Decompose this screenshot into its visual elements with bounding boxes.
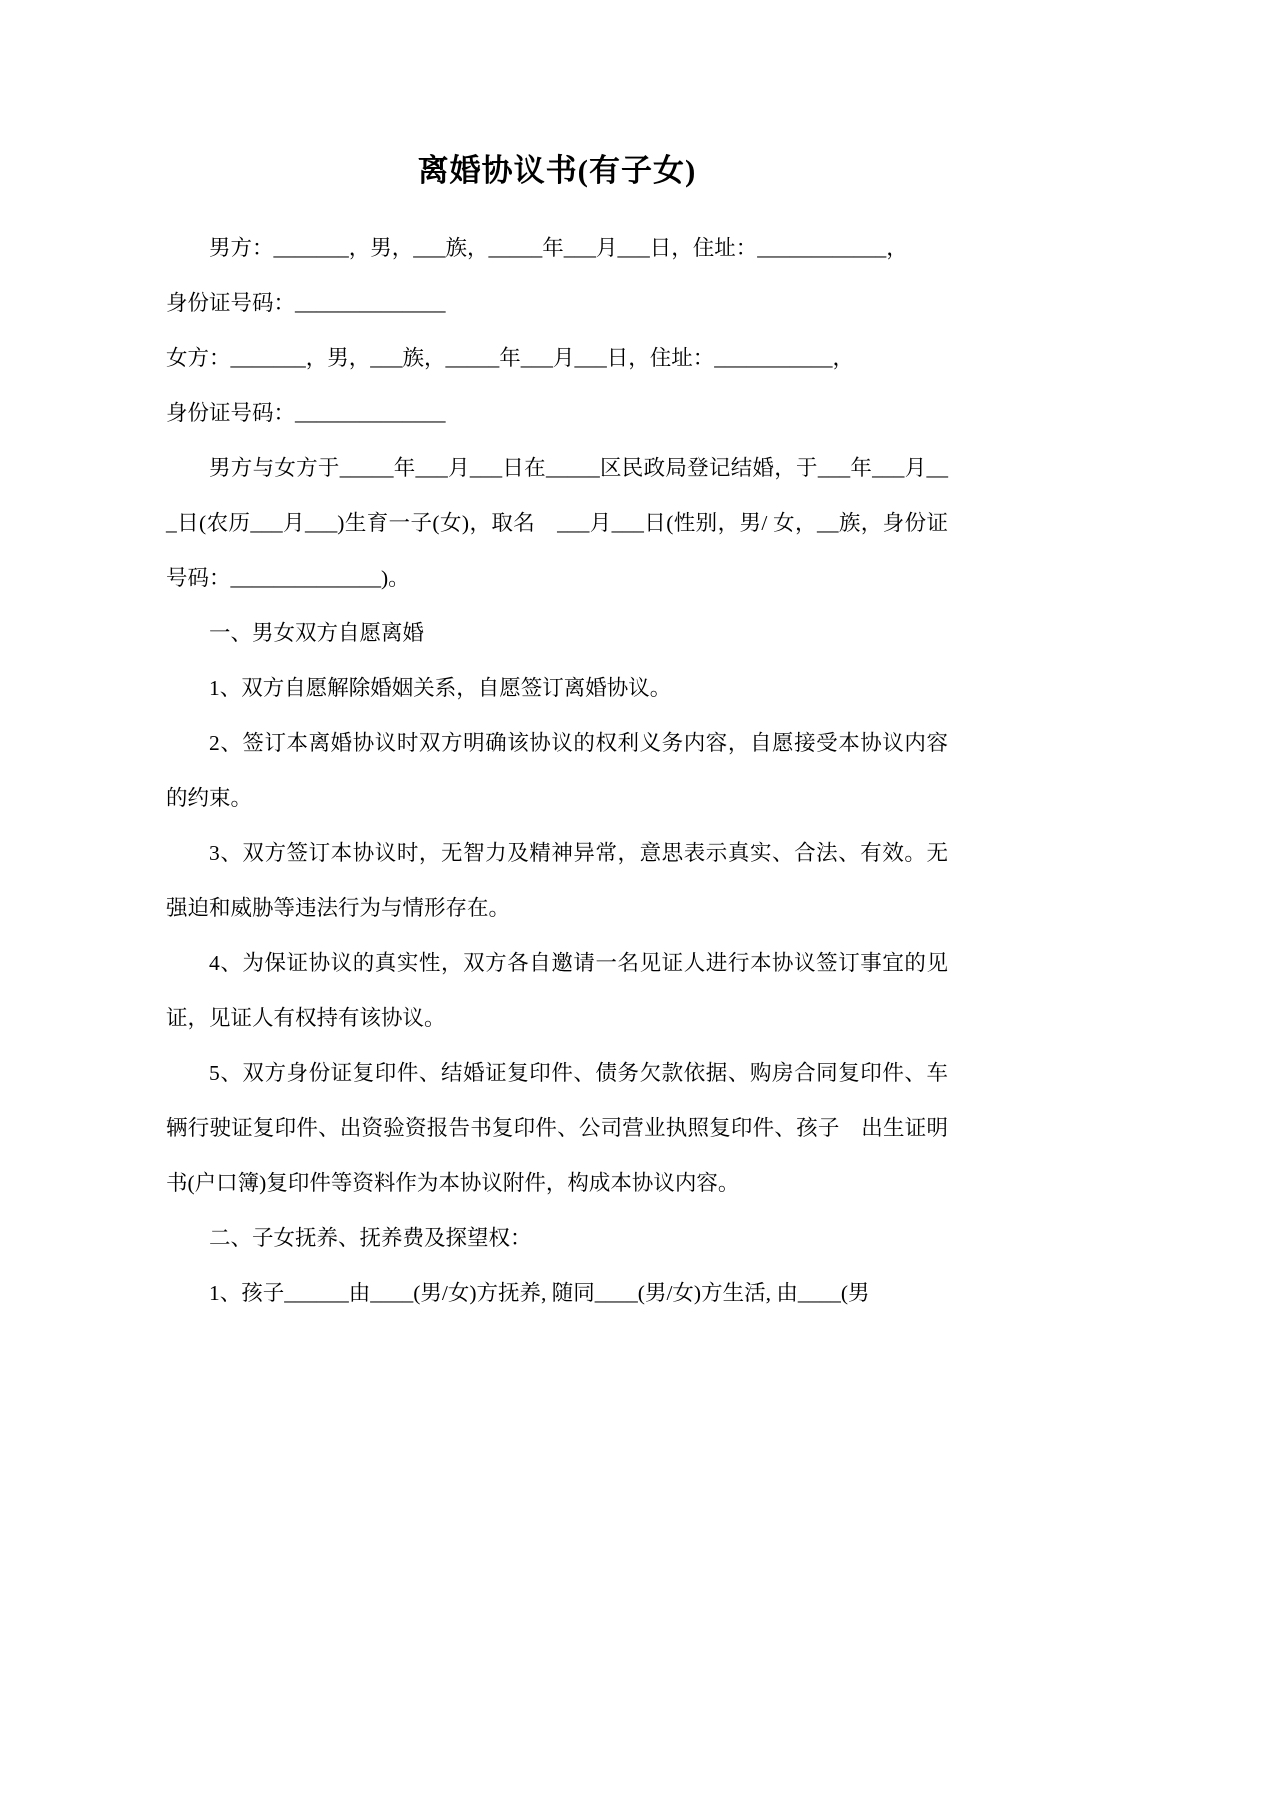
- clause-one-item-2: 2、签订本离婚协议时双方明确该协议的权利义务内容，自愿接受本协议内容的约束。: [166, 730, 948, 810]
- page-title: 离婚协议书(有子女): [417, 153, 697, 188]
- paragraph-husband-id: 身份证号码：______________: [166, 290, 446, 315]
- heading-section-two: 二、子女抚养、抚养费及探望权：: [209, 1225, 532, 1250]
- heading-section-one: 一、男女双方自愿离婚: [209, 620, 425, 645]
- clause-one-item-4: 4、为保证协议的真实性，双方各自邀请一名见证人进行本协议签订事宜的见证，见证人有权持有该协议。: [166, 950, 948, 1030]
- document-content: [166, 0, 948, 1321]
- paragraph-wife-info: 女方：_______，男，___族，_____年___月___日，住址：___________，: [166, 345, 855, 370]
- paragraph-marriage-and-child: 男方与女方于_____年___月___日在_____区民政局登记结婚，于___年___月___日(农历___月___)生育一子(女)，取名 ___月___日(性别，男/ 女，__族，身份证号码：______________)。: [166, 455, 948, 590]
- clause-one-item-5: 5、双方身份证复印件、结婚证复印件、债务欠款依据、购房合同复印件、车辆行驶证复印件、出资验资报告书复印件、公司营业执照复印件、孩子 出生证明书(户口簿)复印件等资料作为本协议附件，构成本协议内容。: [166, 1060, 948, 1195]
- document-body: [166, 221, 948, 1321]
- clause-one-item-3: 3、双方签订本协议时，无智力及精神异常，意思表示真实、合法、有效。无强迫和威胁等违法行为与情形存在。: [166, 840, 948, 920]
- clause-two-item-1: 1、孩子______由____(男/女)方抚养, 随同____(男/女)方生活, 由____(男: [209, 1280, 870, 1305]
- paragraph-husband-info: 男方：_______，男，___族，_____年___月___日，住址：____________，: [209, 235, 908, 260]
- paragraph-wife-id: 身份证号码：______________: [166, 400, 446, 425]
- clause-one-item-1: 1、双方自愿解除婚姻关系，自愿签订离婚协议。: [209, 675, 672, 700]
